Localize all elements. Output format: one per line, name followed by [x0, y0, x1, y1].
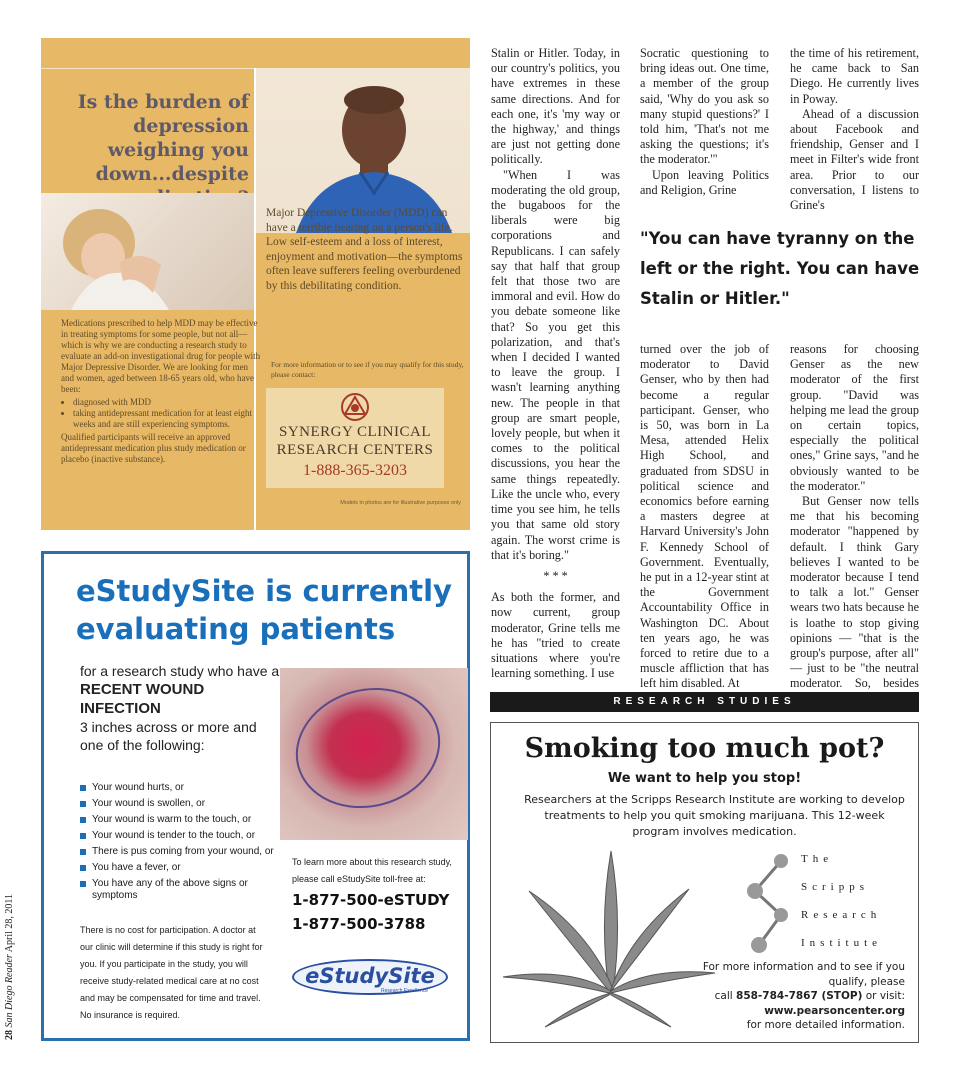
article-column-2-top [640, 46, 769, 198]
qualified-text: Qualified participants will receive an approved antidepressant medication plus study medication or placebo (inactive substance). [61, 432, 246, 464]
estudysite-ad [41, 551, 470, 1041]
paragraph: the time of his retirement, he came back to San Diego. He currently lives in Poway. [790, 46, 919, 106]
headline: Smoking too much pot? [524, 733, 885, 764]
synergy-emblem-icon [340, 392, 370, 422]
article-column-1 [491, 46, 620, 681]
headline: Is the burden of depression weighing you down...despite [77, 91, 249, 185]
subheadline: We want to help you stop! [607, 771, 802, 786]
models-disclaimer: Models in photos are for illustrative purposes only [340, 500, 461, 506]
logo-line: Institute [801, 937, 883, 949]
org-name-line2: RESEARCH CENTERS [276, 442, 434, 458]
list-item: Your wound hurts, or [80, 782, 290, 798]
intro-line1: for a research study who have a [80, 663, 280, 679]
criteria-item: • diagnosed with MDD [73, 397, 261, 408]
article-column-3-bottom [790, 342, 919, 707]
mdd-description: Major Depressive Disorder (MDD) can have a terrible bearing on a person's life. Low self-esteem and a loss of interest, enjoyment and motivation—the symptoms often leave sufferers feeling overburdened by this debilitating condition. [266, 207, 463, 292]
page-caption [4, 893, 15, 1040]
intro-text [80, 662, 280, 754]
estudysite-logo [292, 959, 448, 995]
criteria-item: • taking antidepressant medication for at least eight weeks and are still experiencing symptoms. [73, 408, 261, 430]
logo-text: eStudySite [305, 964, 435, 988]
intro-line2: 3 inches across or more and one of the following: [80, 719, 257, 753]
description: Researchers at the Scripps Research Institute are working to develop treatments to help you quit smoking marijuana. This 12-week program involves medication. [524, 793, 905, 838]
section-header: RESEARCH STUDIES [490, 692, 919, 712]
publication-name: San Diego Reader [4, 954, 15, 1028]
phone-number: 1-888-365-3203 [303, 462, 407, 479]
paragraph: "When I was moderating the old group, the bugaboos for the liberals were big corporations and Republicans. I can safely say that half that group felt that those two are immoral and evil. How do you debate someone like that? So you get this polarization, and that's when I decided I wanted to leave the group. I wasn't learning anything new. The people in that group are smart people, lovely people, but when it comes to the political discussions, you hear the same things repeatedly. Like the uncle who, every time you see him, he tells you that same old story again. The worst crime is that it's boring." [491, 167, 620, 562]
call-text: To learn more about this research study, please call eStudySite toll-free at: [292, 857, 452, 884]
list-item: You have any of the above signs or symptoms [80, 878, 290, 904]
article-column-3-top [790, 46, 919, 213]
org-name-line1: SYNERGY CLINICAL [278, 424, 432, 440]
contact-visit: or visit: [865, 990, 905, 1002]
symptom-list [80, 782, 290, 904]
cost-text: There is no cost for participation. A doctor at our clinic will determine if this study is right for you. If you participate in the study, you will receive study-related medical care at no cost and may be compensated for time and travel. No insurance is required. [80, 925, 263, 1020]
contact-end: for more detailed information. [746, 1019, 905, 1031]
phone-number-2: 1-877-500-3788 [292, 915, 426, 933]
list-item: Your wound is tender to the touch, or [80, 830, 290, 846]
headline: eStudySite is currently evaluating patients [76, 574, 452, 646]
contact-url[interactable]: www.pearsoncenter.org [764, 1004, 905, 1017]
paragraph: reasons for choosing Genser as the new moderator of the first group. "David was helping me lead the group on certain topics, especially the political ones," Grine says, "and he obviously wanted to be the moderator." [790, 342, 919, 493]
scripps-ad [490, 722, 919, 1043]
page-number: 28 [4, 1030, 15, 1040]
phone-number-1: 1-877-500-eSTUDY [292, 891, 450, 909]
section-break: * * * [543, 568, 568, 583]
paragraph: Stalin or Hitler. Today, in our country's politics, you have extremes in these same directions. And for each one, it's 'my way or the highway,' and things are just not getting done politically. [491, 46, 620, 167]
contact-call: call [714, 990, 733, 1002]
paragraph: As both the former, and now current, group moderator, Grine tells me he has "tried to create situations where you're learning something. I use [491, 590, 620, 681]
article-column-2-bottom [640, 342, 769, 692]
contact-phone: 858-784-7867 (STOP) [736, 990, 863, 1002]
paragraph: But Genser now tells me that his becoming moderator "happened by default. I think Gary believes I wanted to be moderator because I tend to talk a lot." Genser wears two hats because he is loathe to stop giving opinions — "that is the group's purpose, after all" — just to be "the neutral moderator. So, besides [790, 494, 919, 691]
intro-bold: RECENT WOUND INFECTION [80, 681, 205, 717]
study-description [61, 318, 261, 465]
leaf-icon [499, 841, 719, 1031]
logo-line: Research [801, 909, 882, 921]
criteria-list [73, 397, 261, 430]
issue-date: April 28, 2011 [4, 893, 15, 953]
meds-text: Medications prescribed to help MDD may be effective in treating symptoms for some people, but not all—which is why we are conducting a research study to evaluate an add-on investigational drug for people with Major Depressive Disorder. We are looking for men and women, aged between 18-65 years old, who have been: [61, 318, 261, 394]
contact-text: For more information and to see if you qualify, please [702, 961, 905, 988]
synergy-ad [41, 38, 470, 530]
contact-info [691, 960, 905, 1033]
wound-photo [280, 668, 468, 840]
paragraph: turned over the job of moderator to David Genser, who by then had become a regular participant. Genser, who is 50, was born in La Mesa, attended Helix High School, and graduated from SDSU in political science and economics before earning a masters degree at Harvard University's John F. Kennedy School of Government. Eventually, he put in a 12-year stint at the Government Accountability Office in Washington DC. About ten years ago, he was forced to retire due to a muscle affliction that has left him disabled. At [640, 342, 769, 691]
list-item: Your wound is swollen, or [80, 798, 290, 814]
paragraph: Ahead of a discussion about Facebook and friendship, Genser and I meet in Filter's wide front area. Prior to our conversation, I listens to Grine's [790, 106, 919, 213]
list-item: There is pus coming from your wound, or [80, 846, 290, 862]
logo-line: Scripps [801, 881, 869, 893]
synergy-logo [266, 388, 444, 488]
scripps-logo [801, 851, 911, 963]
call-info [292, 854, 470, 936]
logo-line: The [801, 853, 834, 865]
logo-tagline: Research Excellence [381, 988, 428, 994]
paragraph: Socratic questioning to bring ideas out. One time, a member of the group said, 'Why do you ask so many stupid questions?' I told him, 'That's not me asking the questions; it's the moderator.'" [640, 46, 769, 167]
molecule-icon [741, 851, 801, 961]
pull-quote: "You can have tyranny on the left or the right. You can have Stalin or Hitler." [640, 229, 920, 308]
list-item: You have a fever, or [80, 862, 290, 878]
paragraph: Upon leaving Politics and Religion, Grine [640, 167, 769, 197]
list-item: Your wound is warm to the touch, or [80, 814, 290, 830]
more-info-text: For more information or to see if you may qualify for this study, please contact: [271, 360, 464, 379]
woman-photo [41, 193, 254, 310]
